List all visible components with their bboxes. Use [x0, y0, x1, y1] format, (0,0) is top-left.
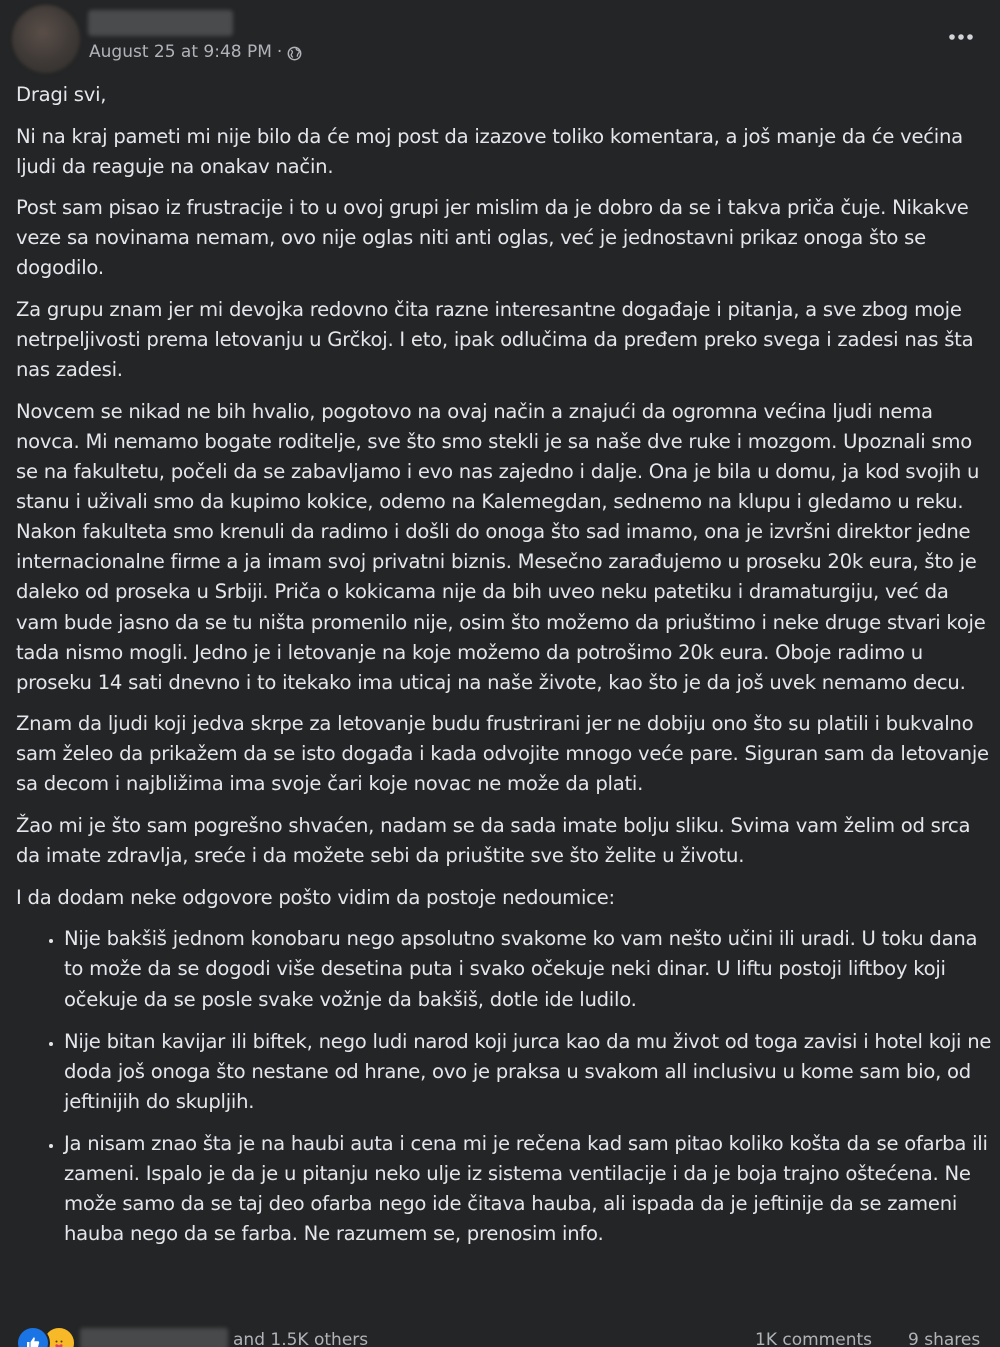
paragraph: I da dodam neke odgovore pošto vidim da postoje nedoumice: — [16, 885, 615, 909]
post-header — [0, 0, 1000, 80]
list-item: • Nije bitan kavijar ili biftek, nego ludi narod koji jurca kao da mu život od toga zavisi i hotel koji ne doda još onoga što nestane od hrane, ovo je praksa u svakom all inclusivu u kome sam bio, od jeftinijih do skupljih. — [64, 1027, 994, 1117]
list-item: • Nije bakšiš jednom konobaru nego apsolutno svakome ko vam nešto učini ili uradi. U toku dana to može da se dogodi više desetina puta i svako očekuje neki dinar. U liftu postoji liftboy koji očekuje da se posle svake vožnje da bakšiš, dotle ide ludilo. — [64, 924, 994, 1014]
comments-count[interactable]: 1K comments — [755, 1330, 872, 1347]
paragraph-greeting: Dragi svi, — [16, 83, 107, 106]
post-meta — [89, 42, 302, 62]
paragraph: Znam da ljudi koji jedva skrpe za letovanje budu frustrirani jer ne dobiju ono što su platili i bukvalno sam želeo da prikažem da se isto događa i kada odvojite mnogo veće pare. Siguran sam da letovanje sa decom i najbližima ima svoje čari koje novac ne može da plati. — [16, 712, 989, 796]
paragraph: Žao mi je što sam pogrešno shvaćen, nadam se da sada imate bolju sliku. Svima vam želim od srca da imate zdravlja, sreće i da možete sebi da priuštite sve što želite u životu. — [16, 814, 971, 868]
author-avatar[interactable] — [12, 5, 80, 73]
list-item: • Ja nisam znao šta je na haubi auta i cena mi je rečena kad sam pitao koliko košta da se ofarba ili zameni. Ispalo je da je u pitanju neko ulje iz sistema ventilacije i da je boja trajno oštećena. Ne može samo da se taj deo ofarba nego ide čitava hauba, ali ispada da je jeftinije da se zameni hauba nego da se farba. Ne razumem se, prenosim info. — [64, 1129, 994, 1249]
post-body — [16, 80, 994, 1261]
globe-icon[interactable] — [287, 46, 302, 61]
author-name-redacted[interactable] — [88, 10, 233, 36]
bullet-list — [16, 924, 994, 1249]
reactor-names-redacted[interactable] — [80, 1328, 228, 1347]
paragraph: Ni na kraj pameti mi nije bilo da će moj post da izazove toliko komentara, a još manje da će većina ljudi da reaguje na onakav način. — [16, 124, 963, 178]
like-icon — [16, 1326, 50, 1347]
shares-count[interactable]: 9 shares — [908, 1330, 981, 1347]
paragraph: Post sam pisao iz frustracije i to u ovoj grupi jer mislim da je dobro da se i takva priča čuje. Nikakve veze sa novinama nemam, ovo nije oglas niti anti oglas, već je jednostavni prikaz onoga što se dogodilo. — [16, 196, 969, 280]
more-horizontal-icon — [948, 26, 974, 45]
post-footer — [0, 1320, 1000, 1347]
paragraph: Za grupu znam jer mi devojka redovno čita razne interesantne događaje i pitanja, a sve zbog moje netrpeljivosti prema letovanju u Grčkoj. I eto, ipak odlučima da pređem preko svega i zadesi nas šta nas zadesi. — [16, 298, 974, 382]
more-options-button[interactable] — [946, 22, 976, 48]
reaction-summary[interactable]: and 1.5K others — [233, 1330, 369, 1347]
paragraph: Novcem se nikad ne bih hvalio, pogotovo na ovaj način a znajući da ogromna većina ljudi nema novca. Mi nemamo bogate roditelje, sve što smo stekli je sa naše dve ruke i mozgom. Upoznali smo se na fakultetu, počeli da se zabavljamo i evo nas zajedno i dalje. Ona je bila u domu, ja kod svojih u stanu i uživali smo da kupimo kokice, odemo na Kalemegdan, sednemo na klupu i gledamo u reku. Nakon fakulteta smo krenuli da radimo i došli do onoga što sad imamo, ona je izvršni direktor jedne internacionalne firme a ja imam svoj privatni biznis. Mesečno zarađujemo u proseku 20k eura, što je daleko od proseka u Srbiji. Priča o kokicama nije da bih uveo neku patetiku i dramaturgiju, već da vam bude jasno da se tu ništa promenilo nije, osim što možemo da priuštimo i neke druge stvari koje tada nismo mogli. Jedno je i letovanje na koje možemo da potrošimo 20k eura. Oboje radimo u proseku 14 sati dnevno i to itekako ima uticaj na naše živote, kao što je da još uvek nemamo decu. — [16, 399, 986, 694]
meta-separator: · — [276, 42, 283, 62]
reaction-icons[interactable] — [16, 1326, 76, 1347]
post-timestamp[interactable]: August 25 at 9:48 PM — [89, 42, 272, 62]
